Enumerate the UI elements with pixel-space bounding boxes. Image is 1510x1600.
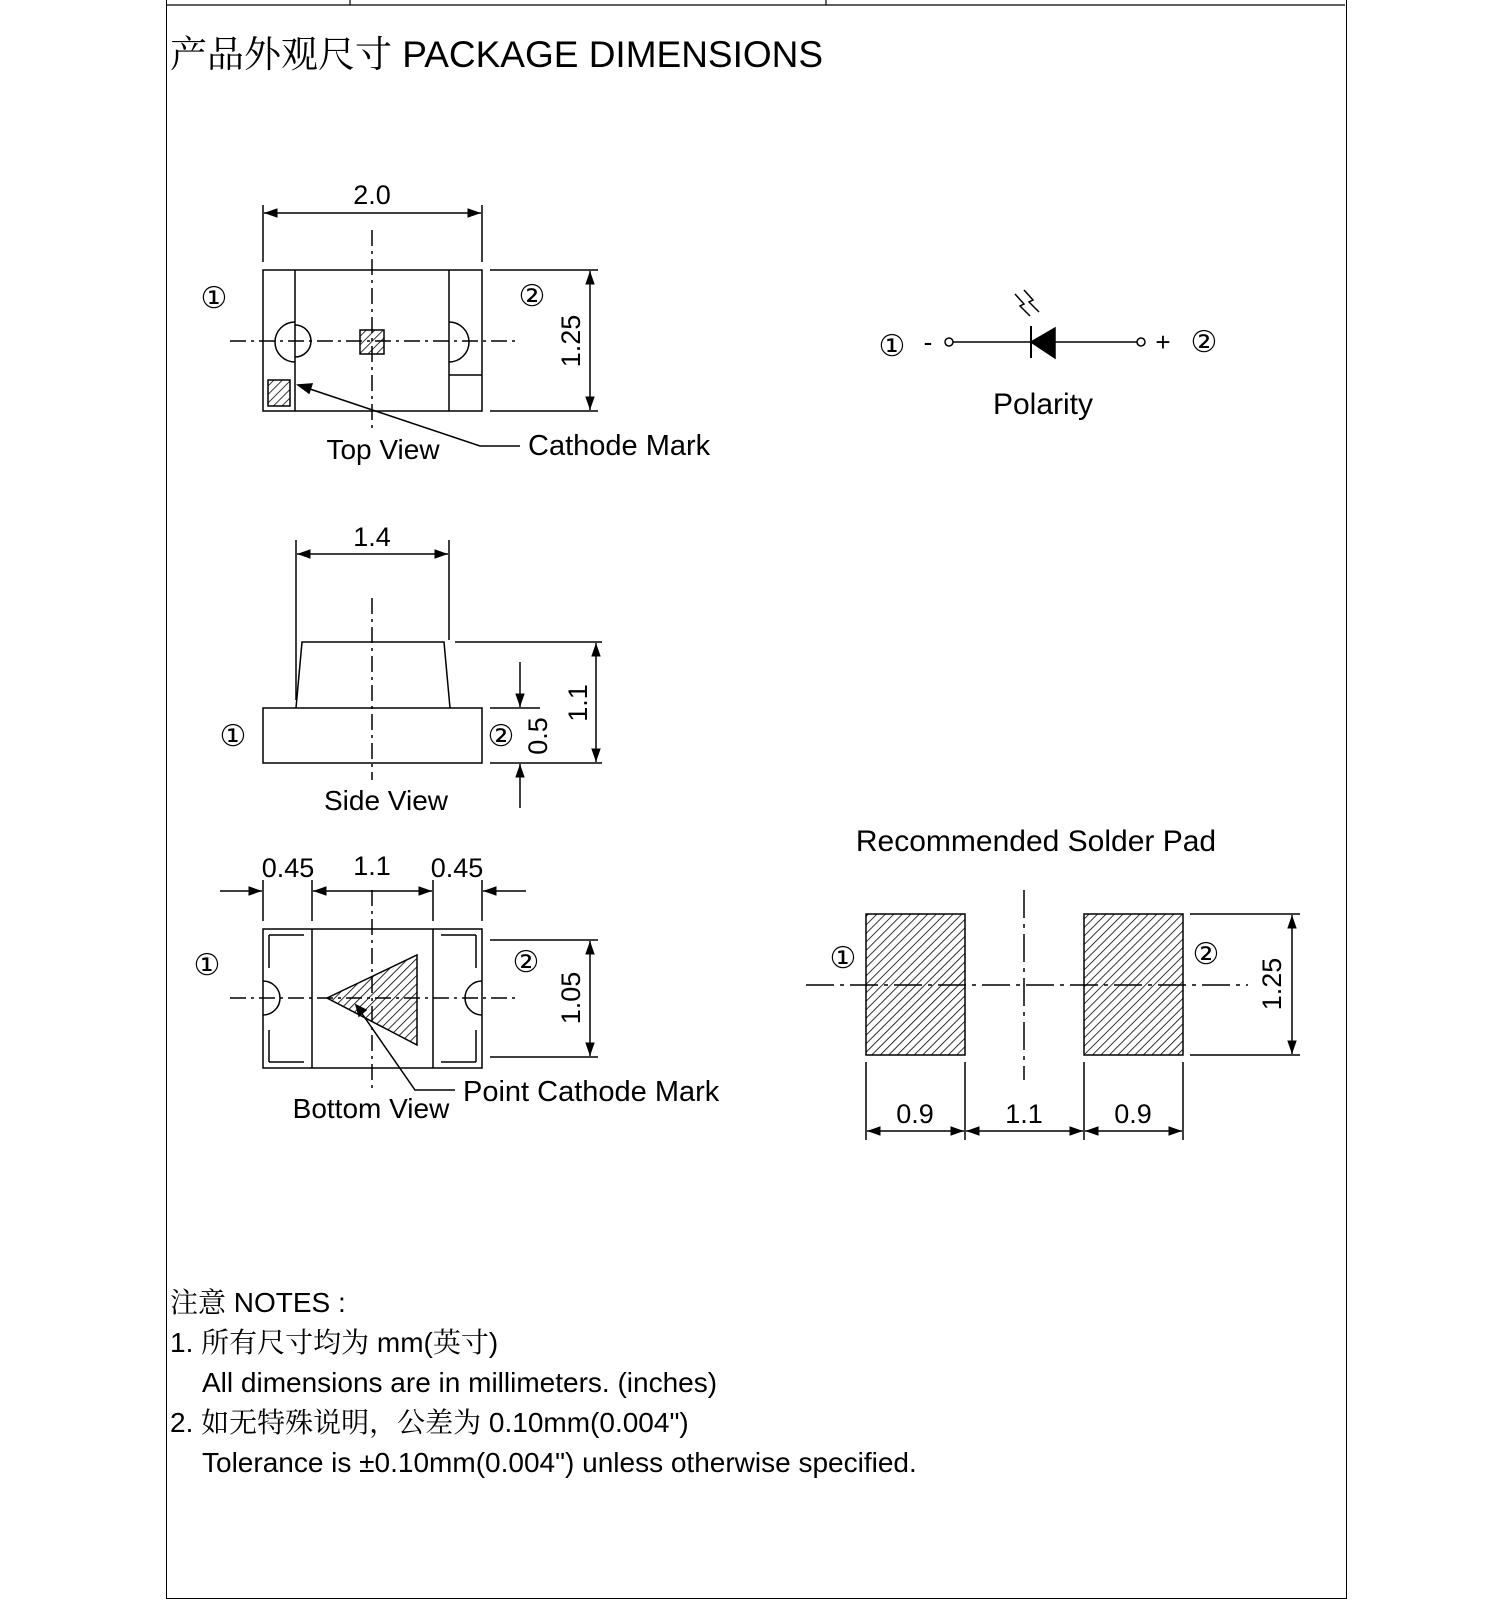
notes-heading: 注意 NOTES : [170,1287,346,1318]
side-view-label: Side View [323,785,449,816]
side-width-dim: 1.4 [353,522,391,552]
top-width-dim: 2.0 [353,180,391,210]
pad-height-dim: 1.25 [1257,957,1287,1011]
side-height-total-dim: 1.1 [563,684,593,722]
polarity-pin1: ① [878,330,906,363]
bottom-view-label: Bottom View [292,1093,450,1124]
note-2-cn: 2. 如无特殊说明，公差为 0.10mm(0.004") [170,1407,689,1438]
side-pin2: ② [487,720,515,753]
pad-gap-dim: 1.1 [1005,1099,1043,1129]
header-rule [166,0,1345,5]
polarity-plus: + [1155,327,1171,357]
top-pin2: ② [518,280,546,313]
side-height-base-dim: 0.5 [523,717,553,755]
bottom-view [220,880,598,1090]
top-view [230,205,598,446]
bottom-dim-mid: 1.1 [353,851,391,881]
top-height-dim: 1.25 [556,314,586,368]
bottom-pin1: ① [193,949,221,982]
side-pin1: ① [219,720,247,753]
cathode-mark-label: Cathode Mark [528,430,711,462]
bottom-pin2: ② [512,946,540,979]
polarity-label: Polarity [992,388,1094,421]
polarity-minus: - [923,327,933,357]
point-cathode-mark-label: Point Cathode Mark [463,1076,720,1108]
pad-pin1: ① [829,942,857,975]
note-1-en: All dimensions are in millimeters. (inches) [202,1367,718,1398]
bottom-dim-right: 0.45 [430,853,484,883]
note-2-en: Tolerance is ±0.10mm(0.004") unless otherwise specified. [202,1447,917,1478]
bottom-dim-left: 0.45 [261,853,315,883]
pad-pin2: ② [1192,938,1220,971]
pad-right-dim: 0.9 [1114,1099,1152,1129]
pad-left-dim: 0.9 [896,1099,934,1129]
polarity-symbol [945,290,1145,358]
solder-pad-drawing [806,890,1300,1140]
top-view-label: Top View [326,434,440,465]
side-view [263,540,602,808]
solder-pad-title: Recommended Solder Pad [855,825,1217,858]
note-1-cn: 1. 所有尺寸均为 mm(英寸) [170,1327,499,1358]
top-pin1: ① [200,282,228,315]
bottom-height-dim: 1.05 [556,971,586,1025]
polarity-pin2: ② [1190,326,1218,359]
page-title: 产品外观尺寸 PACKAGE DIMENSIONS [170,34,824,75]
notes-section [170,1283,917,1483]
